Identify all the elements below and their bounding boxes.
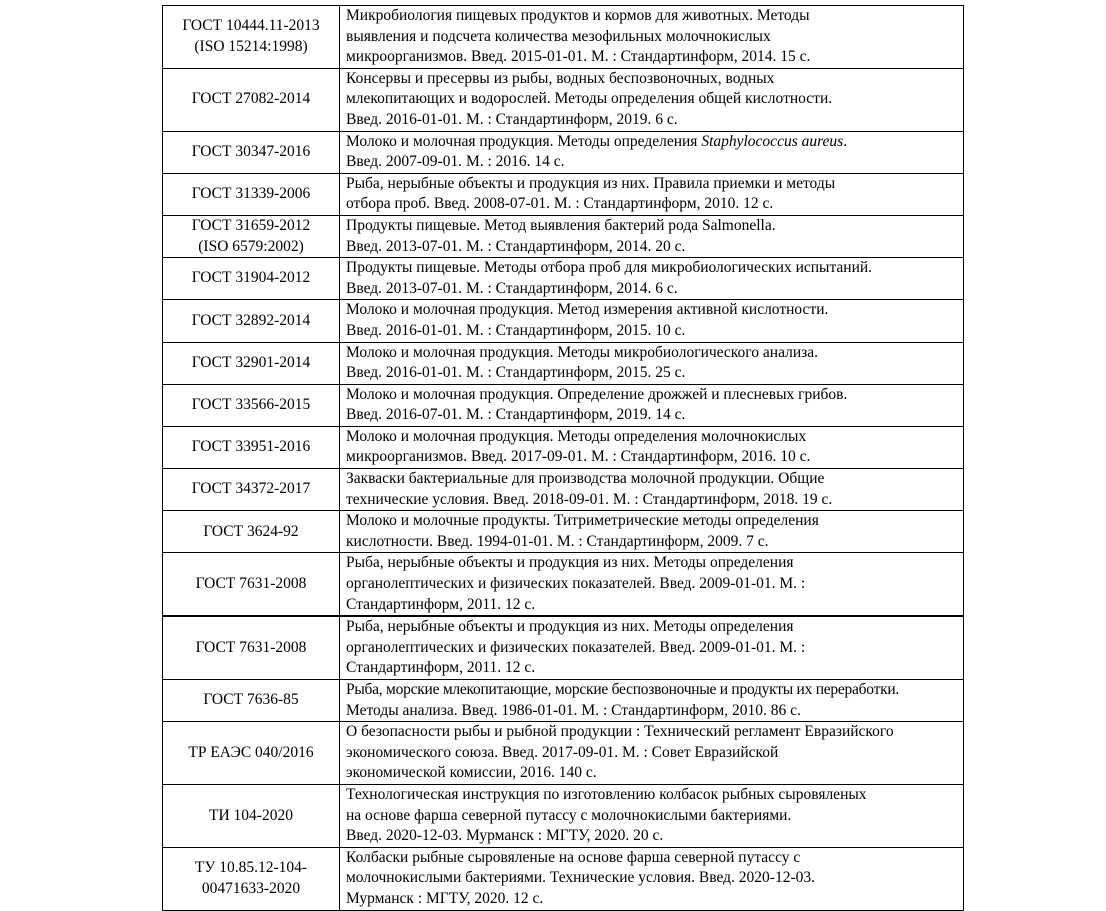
description-line: на основе фарша северной путассу с молочнокислыми бактериями.: [346, 806, 792, 824]
table-row: [163, 847, 964, 910]
description-line: Молоко и молочная продукция. Методы определения молочнокислых: [346, 427, 807, 445]
standard-description-cell: [340, 300, 964, 342]
description-line: Молоко и молочные продукты. Титриметрические методы определения: [346, 512, 819, 530]
standard-code-cell: [163, 680, 340, 722]
standard-code: ГОСТ 27082-2014: [191, 90, 311, 108]
standards-table-body: [163, 6, 964, 911]
description-text: Молоко и молочная продукция. Методы определения: [346, 132, 702, 150]
standard-description-cell: [340, 342, 964, 384]
standard-code: (ISO 6579:2002): [198, 237, 304, 255]
standards-table: [162, 5, 964, 911]
table-row: [163, 384, 964, 426]
description-line: Продукты пищевые. Методы отбора проб для микробиологических испытаний.: [346, 259, 873, 277]
standard-code: ГОСТ 33951-2016: [191, 438, 311, 456]
description-line: О безопасности рыбы и рыбной продукции : Технический регламент Евразийского: [346, 723, 894, 741]
standard-code: ГОСТ 31339-2006: [191, 185, 311, 203]
table-row: [163, 6, 964, 69]
standard-code-cell: [163, 426, 340, 468]
standard-code: ГОСТ 7631-2008: [195, 638, 307, 656]
description-line: экономического союза. Введ. 2017-09-01. М. : Совет Евразийской: [346, 743, 779, 761]
standard-code-cell: [163, 68, 340, 131]
standard-code: ТР ЕАЭС 040/2016: [188, 743, 314, 761]
description-line: Рыба, морские млекопитающие, морские беспозвоночные и продукты их переработки.: [346, 681, 900, 698]
standard-code: ГОСТ 31659-2012: [191, 216, 311, 234]
standard-description-cell: [340, 847, 964, 910]
standard-code: ГОСТ 30347-2016: [191, 142, 311, 160]
standard-description-cell: [340, 722, 964, 785]
standard-description-cell: [340, 511, 964, 553]
description-line: Рыба, нерыбные объекты и продукция из них. Методы определения: [346, 618, 794, 636]
description-line: Введ. 2020-12-03. Мурманск : МГТУ, 2020. 20 с.: [346, 827, 664, 845]
description-line: Рыба, нерыбные объекты и продукция из них. Методы определения: [346, 554, 794, 572]
description-line: Введ. 2016-01-01. М. : Стандартинформ, 2015. 10 с.: [346, 321, 686, 339]
description-line: Введ. 2016-01-01. М. : Стандартинформ, 2015. 25 с.: [346, 364, 686, 382]
standard-description-cell: [340, 68, 964, 131]
standard-code-cell: [163, 847, 340, 910]
standard-description-cell: [340, 784, 964, 847]
standard-code-cell: [163, 511, 340, 553]
standard-description-cell: [340, 616, 964, 679]
description-line: органолептических и физических показателей. Введ. 2009-01-01. М. :: [346, 575, 806, 593]
standard-code: ГОСТ 34372-2017: [191, 480, 311, 498]
description-line: Стандартинформ, 2011. 12 с.: [346, 659, 536, 677]
standard-description-cell: [340, 173, 964, 215]
standard-code-cell: [163, 469, 340, 511]
description-line: млекопитающих и водорослей. Методы определения общей кислотности.: [346, 90, 833, 108]
table-row: [163, 426, 964, 468]
standard-code: ТУ 10.85.12-104-: [194, 859, 308, 877]
standard-code-cell: [163, 258, 340, 300]
standard-description-cell: [340, 469, 964, 511]
standard-code: 00471633-2020: [201, 879, 301, 897]
standard-description-cell: [340, 384, 964, 426]
standard-code: ГОСТ 10444.11-2013: [182, 17, 320, 35]
standard-code-cell: [163, 173, 340, 215]
table-row: [163, 258, 964, 300]
description-line: Молоко и молочная продукция. Методы микробиологического анализа.: [346, 343, 818, 361]
description-line: Консервы и пресервы из рыбы, водных беспозвоночных, водных: [346, 69, 775, 87]
standard-code-cell: [163, 131, 340, 173]
description-line: Закваски бактериальные для производства молочной продукции. Общие: [346, 470, 825, 488]
standard-code: ГОСТ 3624-92: [203, 522, 299, 540]
description-line: Стандартинформ, 2011. 12 с.: [346, 595, 536, 613]
description-line: отбора проб. Введ. 2008-07-01. М. : Стандартинформ, 2010. 12 с.: [346, 195, 774, 213]
description-line: молочнокислыми бактериями. Технические условия. Введ. 2020-12-03.: [346, 869, 815, 887]
standard-description-cell: [340, 215, 964, 257]
standard-description-cell: [340, 426, 964, 468]
description-line: технические условия. Введ. 2018-09-01. М. : Стандартинформ, 2018. 19 с.: [346, 490, 833, 508]
description-line: Технологическая инструкция по изготовлению колбасок рыбных сыровяленых: [346, 785, 867, 803]
description-line: Введ. 2016-07-01. М. : Стандартинформ, 2019. 14 с.: [346, 406, 686, 424]
table-row: [163, 616, 964, 679]
table-row: [163, 300, 964, 342]
standard-code: ГОСТ 7636-85: [203, 691, 299, 709]
description-line: Молоко и молочная продукция. Определение дрожжей и плесневых грибов.: [346, 385, 848, 403]
table-row: [163, 173, 964, 215]
standard-code: ГОСТ 32892-2014: [191, 311, 311, 329]
standard-code-cell: [163, 616, 340, 679]
description-line: микроорганизмов. Введ. 2017-09-01. М. : Стандартинформ, 2016. 10 с.: [346, 448, 811, 466]
standard-code-cell: [163, 384, 340, 426]
standard-description-cell: [340, 553, 964, 616]
standard-code: ТИ 104-2020: [209, 806, 293, 824]
table-row: [163, 131, 964, 173]
table-row: [163, 553, 964, 616]
standard-code-cell: [163, 784, 340, 847]
standard-code: ГОСТ 31904-2012: [191, 269, 311, 287]
description-text: .: [843, 132, 848, 150]
description-line: Введ. 2007-09-01. М. : 2016. 14 с.: [346, 153, 565, 171]
standard-code-cell: [163, 342, 340, 384]
standard-code: ГОСТ 33566-2015: [191, 395, 311, 413]
description-line: выявления и подсчета количества мезофильных молочнокислых: [346, 27, 771, 45]
table-row: [163, 215, 964, 257]
standard-code: ГОСТ 7631-2008: [195, 575, 307, 593]
description-line: Мурманск : МГТУ, 2020. 12 с.: [346, 889, 544, 907]
description-line: Введ. 2016-01-01. М. : Стандартинформ, 2019. 6 с.: [346, 110, 678, 128]
standard-code-cell: [163, 722, 340, 785]
table-row: [163, 469, 964, 511]
standard-code-cell: [163, 6, 340, 69]
table-row: [163, 722, 964, 785]
table-row: [163, 784, 964, 847]
table-row: [163, 511, 964, 553]
standard-description-cell: [340, 680, 964, 722]
description-line: Молоко и молочная продукция. Метод измерения активной кислотности.: [346, 301, 829, 319]
standard-code-cell: [163, 553, 340, 616]
description-line: [346, 132, 961, 153]
standard-description-cell: [340, 131, 964, 173]
description-line: Методы анализа. Введ. 1986-01-01. М. : Стандартинформ, 2010. 86 с.: [346, 701, 801, 719]
table-row: [163, 680, 964, 722]
description-line: Колбаски рыбные сыровяленые на основе фарша северной путассу с: [346, 848, 801, 866]
description-line: Продукты пищевые. Метод выявления бактерий рода Salmonella.: [346, 216, 776, 234]
description-line: экономической комиссии, 2016. 140 с.: [346, 764, 597, 782]
standard-code-cell: [163, 300, 340, 342]
description-line: кислотности. Введ. 1994-01-01. М. : Стандартинформ, 2009. 7 с.: [346, 532, 769, 550]
description-line: Микробиология пищевых продуктов и кормов для животных. Методы: [346, 7, 810, 24]
description-line: Рыба, нерыбные объекты и продукция из них. Правила приемки и методы: [346, 174, 836, 192]
description-line: Введ. 2013-07-01. М. : Стандартинформ, 2014. 20 с.: [346, 237, 686, 255]
table-row: [163, 342, 964, 384]
standard-code-cell: [163, 215, 340, 257]
standard-description-cell: [340, 6, 964, 69]
standard-code: (ISO 15214:1998): [194, 37, 308, 55]
organism-name: Staphylococcus aureus: [701, 132, 844, 150]
table-row: [163, 68, 964, 131]
description-line: Введ. 2013-07-01. М. : Стандартинформ, 2014. 6 с.: [346, 279, 678, 297]
standard-description-cell: [340, 258, 964, 300]
description-line: органолептических и физических показателей. Введ. 2009-01-01. М. :: [346, 638, 806, 656]
description-line: микроорганизмов. Введ. 2015-01-01. М. : Стандартинформ, 2014. 15 с.: [346, 48, 811, 66]
standard-code: ГОСТ 32901-2014: [191, 353, 311, 371]
